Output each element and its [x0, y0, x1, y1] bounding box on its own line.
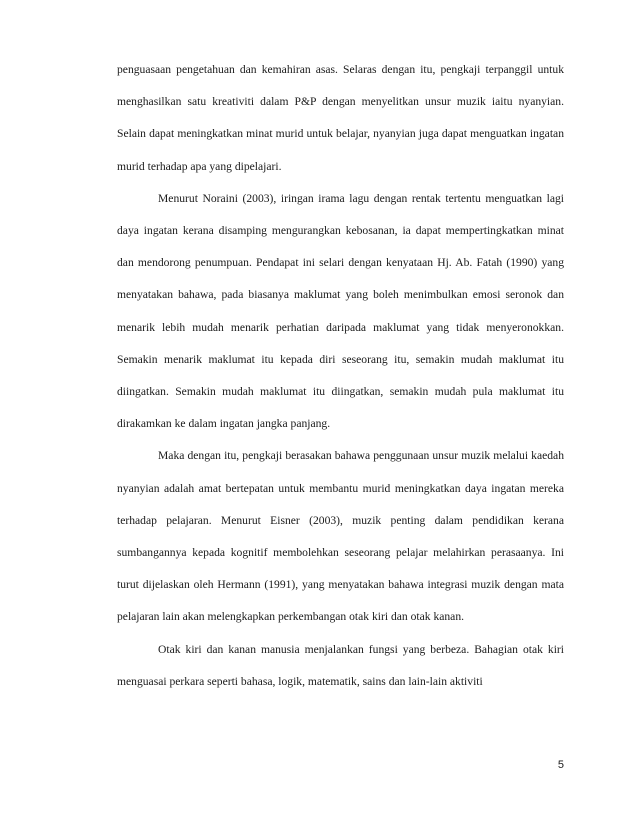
- paragraph-1: penguasaan pengetahuan dan kemahiran asas. Selaras dengan itu, pengkaji terpanggil untuk menghasilkan satu kreativiti dalam P&P dengan menyelitkan unsur muzik iaitu nyanyian. Selain dapat meningkatkan minat murid untuk belajar, nyanyian juga dapat menguatkan ingatan murid terhadap apa yang dipelajari.: [117, 63, 564, 173]
- paragraph-3: Maka dengan itu, pengkaji berasakan bahawa penggunaan unsur muzik melalui kaedah nyanyian adalah amat bertepatan untuk membantu murid meningkatkan daya ingatan mereka terhadap pelajaran. Menurut Eisner (2003), muzik penting dalam pendidikan kerana sumbangannya kepada kognitif membolehkan seseorang pelajar melahirkan perasaanya. Ini turut dijelaskan oleh Hermann (1991), yang menyatakan bahawa integrasi muzik dengan mata pelajaran lain akan melengkapkan perkembangan otak kiri dan otak kanan.: [117, 449, 564, 624]
- paragraph-4: Otak kiri dan kanan manusia menjalankan fungsi yang berbeza. Bahagian otak kiri menguasai perkara seperti bahasa, logik, matematik, sains dan lain-lain aktiviti: [117, 642, 564, 688]
- body-text: [117, 54, 564, 698]
- paragraph-2: Menurut Noraini (2003), iringan irama lagu dengan rentak tertentu menguatkan lagi daya ingatan kerana disamping mengurangkan kebosanan, ia dapat mempertingkatkan minat dan mendorong penumpuan. Pendapat ini selari dengan kenyataan Hj. Ab. Fatah (1990) yang menyatakan bahawa, pada biasanya maklumat yang boleh menimbulkan emosi seronok dan menarik lebih mudah menarik perhatian daripada maklumat yang tidak menyeronokkan. Semakin menarik maklumat itu kepada diri seseorang itu, semakin mudah maklumat itu diingatkan. Semakin mudah maklumat itu diingatkan, semakin mudah pula maklumat itu dirakamkan ke dalam ingatan jangka panjang.: [117, 191, 564, 431]
- page-number: 5: [557, 759, 564, 771]
